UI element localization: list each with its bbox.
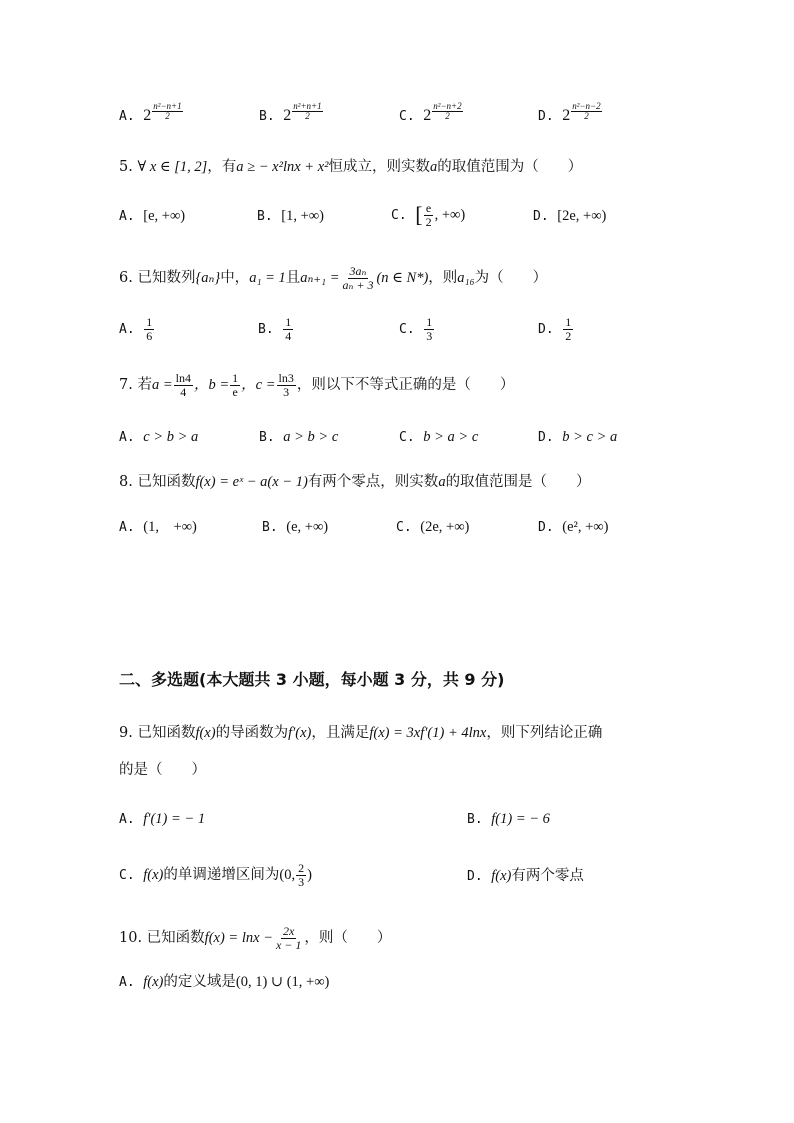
fraction: $\frac{1}{2}$ bbox=[565, 315, 572, 343]
option-label: B. bbox=[259, 109, 275, 124]
question-7-stem: 7. 若a = $\frac{\ln 4}{4}$ ，b = $\frac{1}{e}$ ，c = $\frac{\ln 3}{3}$ ，则以下不等式正确的是（ ） bbox=[119, 371, 515, 399]
power-expression: 2 n²−n+1 2 bbox=[143, 101, 182, 124]
fraction: $\frac{\text{3aₙ}}{\text{aₙ + 3}}$ bbox=[342, 264, 374, 292]
fraction: $\frac{1}{3}$ bbox=[426, 315, 433, 343]
fraction: $\frac{2}{3}$ bbox=[298, 861, 305, 889]
fraction: $\frac{1}{e}$ bbox=[232, 371, 239, 399]
fraction: $\frac{1}{4}$ bbox=[285, 315, 292, 343]
option-label: A. bbox=[119, 109, 135, 124]
fraction: $\frac{\ln 3}{3}$ bbox=[278, 371, 294, 399]
q8-option-c[interactable]: C. (2e, +∞) bbox=[396, 519, 470, 535]
q9-option-d[interactable]: D. f(x)有两个零点 bbox=[467, 868, 584, 884]
q4-option-d[interactable] bbox=[538, 101, 602, 125]
option-label: D. bbox=[538, 109, 554, 124]
question-9-stem: 9. 已知函数f(x)的导函数为f′(x)，且满足f(x) = 3xf′(1) + 4lnx，则下列结论正确 bbox=[119, 725, 603, 741]
q5-option-d[interactable]: D. [2e, +∞) bbox=[533, 208, 607, 224]
q9-option-a[interactable]: A. f′(1) = − 1 bbox=[119, 811, 206, 827]
power-expression: 2 n²+n+1 2 bbox=[283, 101, 322, 124]
question-10-stem: 10. 已知函数f(x) = lnx − $\frac{2x}{x - 1}$ ，则（ ） bbox=[119, 924, 392, 952]
question-8-stem: 8. 已知函数f(x) = eˣ − a(x − 1)有两个零点，则实数a的取值范围是（ ） bbox=[119, 474, 591, 490]
q8-option-b[interactable]: B. (e, +∞) bbox=[262, 519, 329, 535]
section-heading: 二、多选题(本大题共 3 小题，每小题 3 分，共 9 分) bbox=[119, 670, 505, 689]
q4-option-b[interactable] bbox=[259, 101, 323, 125]
q8-option-a[interactable]: A. (1, +∞) bbox=[119, 519, 197, 535]
q5-option-c[interactable]: C. [ $\frac{e}{2}$ , +∞) bbox=[391, 201, 466, 229]
question-6-stem: 6. 已知数列{aₙ}中，a₁ = 1且aₙ₊₁ = $\frac{\text{3aₙ}}{\text{aₙ + 3}}$ (n ∈ N*)，则a₁₆为（ ） bbox=[119, 264, 548, 292]
q6-option-c[interactable]: C. $\frac{1}{3}$ bbox=[399, 315, 433, 343]
fraction: $\frac{1}{6}$ bbox=[146, 315, 153, 343]
q7-option-c[interactable]: C. b > a > c bbox=[399, 429, 479, 445]
q6-option-b[interactable]: B. $\frac{1}{4}$ bbox=[258, 315, 292, 343]
q4-option-a[interactable] bbox=[119, 101, 183, 125]
fraction: $\frac{\ln 4}{4}$ bbox=[175, 371, 191, 399]
q5-option-b[interactable]: B. [1, +∞) bbox=[257, 208, 324, 224]
q5-option-a[interactable]: A. [e, +∞) bbox=[119, 208, 186, 224]
power-expression: 2 n²−n+2 2 bbox=[423, 101, 462, 124]
power-expression: 2 n²−n−2 2 bbox=[562, 101, 601, 124]
question-9-stem-continued: 的是（ ） bbox=[119, 762, 206, 778]
q7-option-d[interactable]: D. b > c > a bbox=[538, 429, 618, 445]
q6-option-a[interactable]: A. $\frac{1}{6}$ bbox=[119, 315, 153, 343]
q7-option-b[interactable]: B. a > b > c bbox=[259, 429, 339, 445]
q7-option-a[interactable]: A. c > b > a bbox=[119, 429, 199, 445]
q6-option-d[interactable]: D. $\frac{1}{2}$ bbox=[538, 315, 572, 343]
question-5-stem: 5. ∀ x ∈ [1, 2]，有a ≥ − x²lnx + x²恒成立，则实数a的取值范围为（ ） bbox=[119, 159, 583, 175]
q10-option-a[interactable]: A. f(x)的定义域是(0, 1) ∪ (1, +∞) bbox=[119, 974, 330, 990]
option-label: C. bbox=[399, 109, 415, 124]
q9-option-c[interactable]: C. f(x)的单调递增区间为(0, $\frac{2}{3}$ ) bbox=[119, 861, 312, 889]
q4-option-c[interactable] bbox=[399, 101, 463, 125]
q9-option-b[interactable]: B. f(1) = − 6 bbox=[467, 811, 550, 827]
fraction: $\frac{2x}{x - 1}$ bbox=[275, 924, 302, 952]
fraction: $\frac{e}{2}$ bbox=[425, 201, 432, 229]
q8-option-d[interactable]: D. (e², +∞) bbox=[538, 519, 609, 535]
